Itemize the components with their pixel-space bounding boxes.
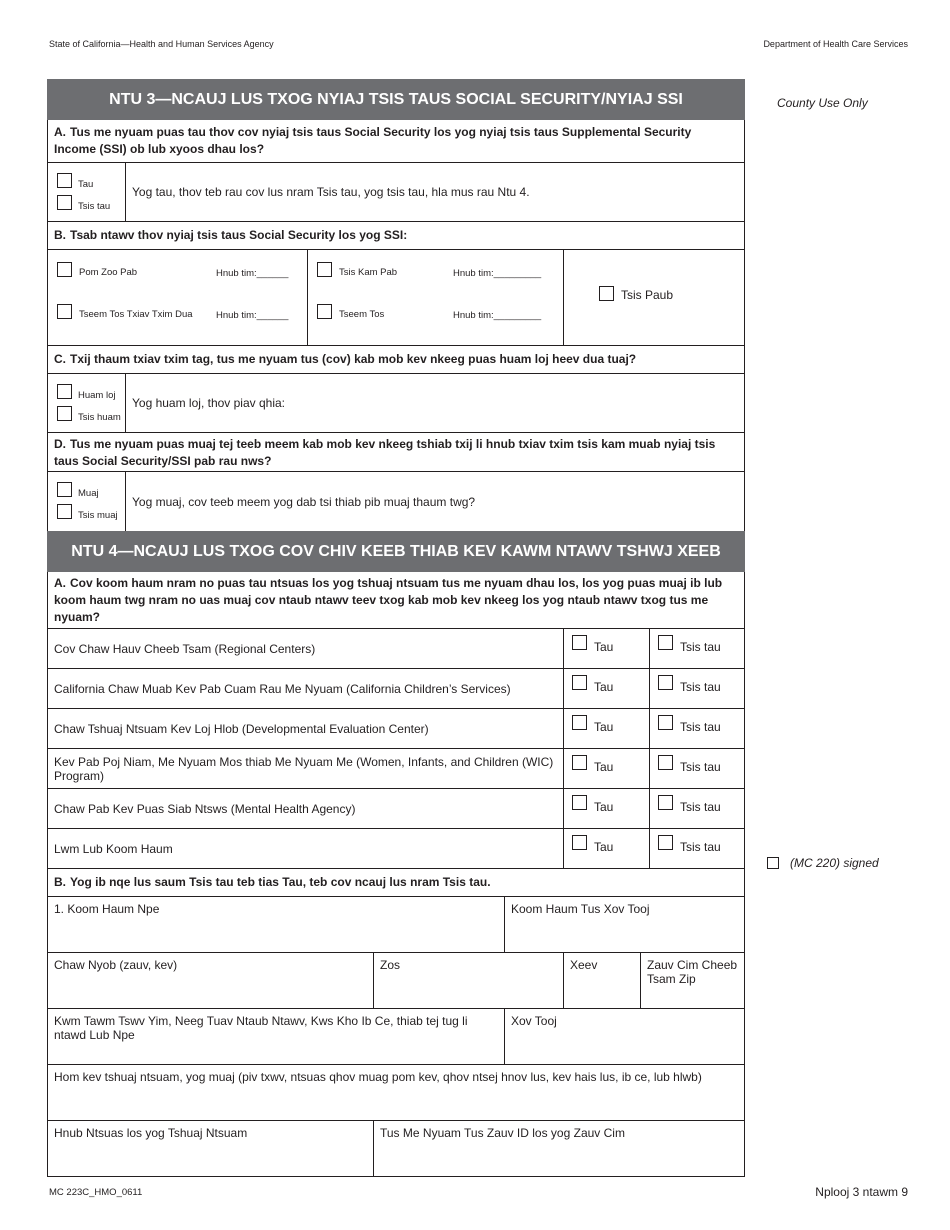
service-row xyxy=(47,829,745,869)
not-applied-checkbox[interactable] xyxy=(599,286,614,301)
service-yes-label: Tau xyxy=(594,840,614,854)
choice-tsis-muaj: Tsis muaj xyxy=(57,499,125,521)
service-row xyxy=(47,749,745,789)
service-no-label: Tsis tau xyxy=(680,640,721,654)
form xyxy=(47,79,745,1177)
tsis-huam-checkbox[interactable] xyxy=(57,406,72,421)
mc220-signed-checkbox[interactable] xyxy=(767,857,779,869)
service-name: Lwm Lub Koom Haum xyxy=(48,829,564,868)
approved-date[interactable]: Hnub tim:______ xyxy=(216,268,289,279)
department-header: Department of Health Care Services xyxy=(763,39,908,49)
section3-question-d-text: Tus me nyuam puas muaj tej teeb meem kab mob kev nkeeg tshiab txij li hnub txiav txim tsis kam muab nyiaj tsis taus Social Security/SSI pab rau nws? xyxy=(54,437,716,468)
service-no-label: Tsis tau xyxy=(680,720,721,734)
agency-name-field[interactable]: 1. Koom Haum Npe xyxy=(48,897,505,952)
city-field[interactable]: Zos xyxy=(374,953,564,1008)
pending-appeal-date[interactable]: Hnub tim:______ xyxy=(216,310,289,321)
section3-question-b-text: Tsab ntawv thov nyiaj tsis taus Social Security los yog SSI: xyxy=(70,228,408,242)
service-yes-label: Tau xyxy=(594,800,614,814)
choice-tau: Tau xyxy=(57,168,125,190)
section3-answer-d xyxy=(47,472,745,531)
service-no-option xyxy=(650,709,744,748)
service-no-option xyxy=(650,629,744,668)
section3-answer-a xyxy=(47,163,745,222)
section3-question-c-text: Txij thaum txiav txim tag, tus me nyuam tus (cov) kab mob kev nkeeg puas huam loj heev dua tuaj? xyxy=(70,352,637,366)
mc220-signed xyxy=(767,856,879,870)
service-yes-checkbox[interactable] xyxy=(572,835,587,850)
service-name: California Chaw Muab Kev Pab Cuam Rau Me Nyuam (California Children’s Services) xyxy=(48,669,564,708)
section3-title: NTU 3—NCAUJ LUS TXOG NYIAJ TSIS TAUS SOCIAL SECURITY/NYIAJ SSI xyxy=(47,79,745,120)
pending-appeal-checkbox[interactable] xyxy=(57,304,72,319)
approved-checkbox[interactable] xyxy=(57,262,72,277)
phone-field[interactable]: Xov Tooj xyxy=(511,1014,557,1028)
service-row xyxy=(47,629,745,669)
county-use-label: County Use Only xyxy=(777,96,868,110)
service-yes-checkbox[interactable] xyxy=(572,715,587,730)
service-no-label: Tsis tau xyxy=(680,680,721,694)
service-yes-option xyxy=(564,629,650,668)
section3-question-d: D. Tus me nyuam puas muaj tej teeb meem kab mob kev nkeeg tshiab txij li hnub txiav txim tsis kam muab nyiaj tsis taus Social Security/SSI pab rau nws? xyxy=(47,433,745,472)
service-no-checkbox[interactable] xyxy=(658,795,673,810)
section3-answer-b xyxy=(47,250,745,346)
mc220-signed-label: (MC 220) signed xyxy=(790,856,879,870)
service-no-label: Tsis tau xyxy=(680,800,721,814)
section4-question-a-text: Cov koom haum nram no puas tau ntsuas los yog tshuaj ntsuam tus me nyuam dhau los, los yog puas muaj ib lub koom haum twg nram no uas muaj cov ntaub ntawv teev txog kab mob kev nkeeg los yog ntaub ntawv txog tus me nyuam? xyxy=(54,576,723,624)
choice-muaj: Muaj xyxy=(57,477,125,499)
huam-loj-checkbox[interactable] xyxy=(57,384,72,399)
choice-tsis-huam: Tsis huam xyxy=(57,401,125,423)
service-name: Cov Chaw Hauv Cheeb Tsam (Regional Centers) xyxy=(48,629,564,668)
service-no-checkbox[interactable] xyxy=(658,635,673,650)
service-yes-checkbox[interactable] xyxy=(572,795,587,810)
service-row xyxy=(47,789,745,829)
evaluation-date-field[interactable]: Hnub Ntsuas los yog Tshuaj Ntsuam xyxy=(48,1121,374,1176)
service-yes-checkbox[interactable] xyxy=(572,675,587,690)
service-no-checkbox[interactable] xyxy=(658,715,673,730)
service-no-option xyxy=(650,829,744,868)
service-yes-label: Tau xyxy=(594,720,614,734)
evaluation-type-field[interactable]: Hom kev tshuaj ntsuam, yog muaj (piv txwv, ntsuas qhov muag pom kev, qhov ntsej hnov lus, kev hais lus, ib ce, lub hlwb) xyxy=(54,1070,702,1084)
service-name: Chaw Pab Kev Puas Siab Ntsws (Mental Health Agency) xyxy=(48,789,564,828)
service-no-label: Tsis tau xyxy=(680,840,721,854)
service-no-option xyxy=(650,669,744,708)
agency-header: State of California—Health and Human Services Agency xyxy=(49,39,274,49)
service-yes-option xyxy=(564,789,650,828)
pending-option: Tseem Tos xyxy=(317,304,384,320)
service-row xyxy=(47,669,745,709)
agency-row xyxy=(47,897,745,953)
zip-field[interactable]: Zauv Cim Cheeb Tsam Zip xyxy=(647,958,738,986)
section4-question-b-text: Yog ib nqe lus saum Tsis tau teb tias Tau, teb cov ncauj lus nram Tsis tau. xyxy=(70,875,491,889)
tsis-tau-checkbox[interactable] xyxy=(57,195,72,210)
service-no-option xyxy=(650,749,744,788)
service-no-option xyxy=(650,789,744,828)
section3-answer-c xyxy=(47,374,745,433)
address-field[interactable]: Chaw Nyob (zauv, kev) xyxy=(48,953,374,1008)
choice-huam-loj: Huam loj xyxy=(57,379,125,401)
section3-question-a: A. Tus me nyuam puas tau thov cov nyiaj tsis taus Social Security los yog nyiaj tsis taus Supplemental Security Income (SSI) ob lub xyoos dhau los? xyxy=(47,120,745,163)
service-yes-checkbox[interactable] xyxy=(572,755,587,770)
denied-date[interactable]: Hnub tim:_________ xyxy=(453,268,542,279)
section3-answer-d-text: Yog muaj, cov teeb meem yog dab tsi thiab pib muaj thaum twg? xyxy=(132,494,476,509)
service-no-checkbox[interactable] xyxy=(658,835,673,850)
service-yes-label: Tau xyxy=(594,680,614,694)
service-yes-option xyxy=(564,749,650,788)
agency-phone-field[interactable]: Koom Haum Tus Xov Tooj xyxy=(511,902,650,916)
service-row xyxy=(47,709,745,749)
page-number: Nplooj 3 ntawm 9 xyxy=(815,1185,908,1199)
choice-tsis-tau: Tsis tau xyxy=(57,190,125,212)
muaj-checkbox[interactable] xyxy=(57,482,72,497)
denied-checkbox[interactable] xyxy=(317,262,332,277)
state-field[interactable]: Xeev xyxy=(564,953,641,1008)
service-yes-option xyxy=(564,669,650,708)
denied-option: Tsis Kam Pab xyxy=(317,262,397,278)
pending-appeal-option: Tseem Tos Txiav Txim Dua xyxy=(57,304,193,320)
section3-question-c: C. Txij thaum txiav txim tag, tus me nyuam tus (cov) kab mob kev nkeeg puas huam loj heev dua tuaj? xyxy=(47,346,745,374)
service-yes-option xyxy=(564,709,650,748)
contact-row xyxy=(47,1009,745,1065)
section3-question-a-text: Tus me nyuam puas tau thov cov nyiaj tsis taus Social Security los yog nyiaj tsis taus Supplemental Security Income (SSI) ob lub xyoos dhau los? xyxy=(54,125,692,156)
service-yes-option xyxy=(564,829,650,868)
service-no-label: Tsis tau xyxy=(680,760,721,774)
service-no-checkbox[interactable] xyxy=(658,755,673,770)
section4-title: NTU 4—NCAUJ LUS TXOG COV CHIV KEEB THIAB KEV KAWM NTAWV TSHWJ XEEB xyxy=(47,531,745,572)
tsis-muaj-checkbox[interactable] xyxy=(57,504,72,519)
section3-question-b: B. Tsab ntawv thov nyiaj tsis taus Social Security los yog SSI: xyxy=(47,222,745,250)
pending-checkbox[interactable] xyxy=(317,304,332,319)
service-no-checkbox[interactable] xyxy=(658,675,673,690)
tau-checkbox[interactable] xyxy=(57,173,72,188)
service-yes-label: Tau xyxy=(594,760,614,774)
pending-date[interactable]: Hnub tim:_________ xyxy=(453,310,542,321)
not-applied-option: Tsis Paub xyxy=(599,286,673,302)
evaluation-type-row xyxy=(47,1065,745,1121)
services-list xyxy=(47,629,745,869)
service-name: Kev Pab Poj Niam, Me Nyuam Mos thiab Me Nyuam Me (Women, Infants, and Children (WIC) Program) xyxy=(48,749,564,788)
child-id-field[interactable]: Tus Me Nyuam Tus Zauv ID los yog Zauv Cim xyxy=(380,1126,625,1140)
approved-option: Pom Zoo Pab xyxy=(57,262,137,278)
service-name: Chaw Tshuaj Ntsuam Kev Loj Hlob (Developmental Evaluation Center) xyxy=(48,709,564,748)
address-row xyxy=(47,953,745,1009)
form-id: MC 223C_HMO_0611 xyxy=(49,1187,143,1198)
evaluation-date-row xyxy=(47,1121,745,1177)
section3-answer-a-text: Yog tau, thov teb rau cov lus nram Tsis tau, yog tsis tau, hla mus rau Ntu 4. xyxy=(132,185,530,199)
section4-question-a: A. Cov koom haum nram no puas tau ntsuas los yog tshuaj ntsuam tus me nyuam dhau los, los yog puas muaj ib lub koom haum twg nram no uas muaj cov ntaub ntawv teev txog kab mob kev nkeeg los yog ntaub ntawv txog tus me nyuam? xyxy=(47,572,745,629)
contact-field[interactable]: Kwm Tawm Tswv Yim, Neeg Tuav Ntaub Ntawv, Kws Kho Ib Ce, thiab tej tug li ntawd Lub Npe xyxy=(48,1009,505,1064)
service-yes-checkbox[interactable] xyxy=(572,635,587,650)
section4-question-b: B. Yog ib nqe lus saum Tsis tau teb tias Tau, teb cov ncauj lus nram Tsis tau. xyxy=(47,869,745,897)
section3-answer-c-text: Yog huam loj, thov piav qhia: xyxy=(132,396,285,410)
service-yes-label: Tau xyxy=(594,640,614,654)
